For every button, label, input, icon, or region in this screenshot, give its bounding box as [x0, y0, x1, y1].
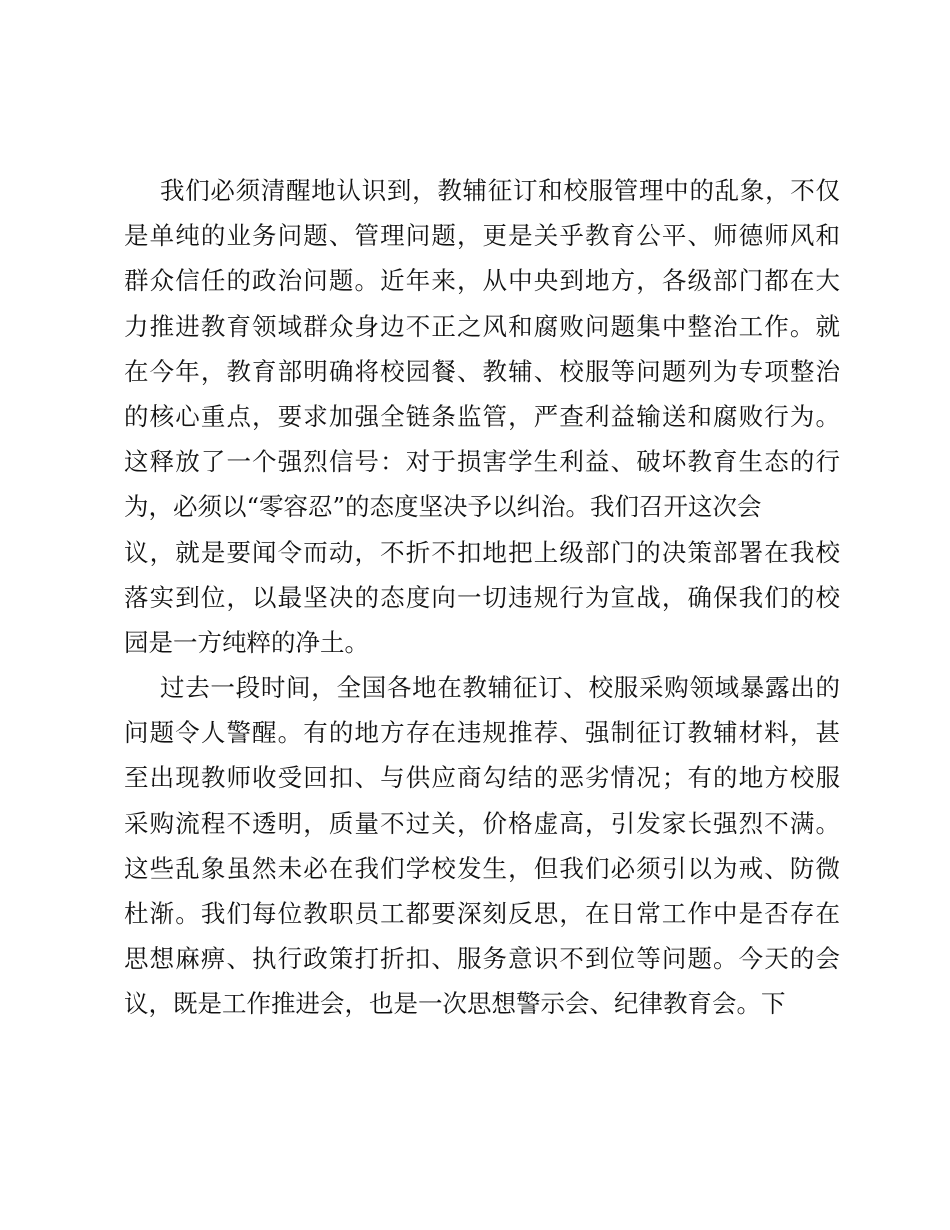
text-line: 这些乱象虽然未必在我们学校发生，但我们必须引以为戒、防微 — [124, 853, 840, 883]
text-line: 力推进教育领域群众身边不正之风和腐败问题集中整治工作。就 — [124, 311, 840, 341]
text-line: 议，既是工作推进会，也是一次思想警示会、纪律教育会。下 — [124, 989, 786, 1019]
text-line: 过去一段时间，全国各地在教辅征订、校服采购领域暴露出的 — [160, 673, 840, 703]
text-line: 这释放了一个强烈信号：对于损害学生利益、破坏教育生态的行 — [124, 447, 840, 477]
text-line: 园是一方纯粹的净土。 — [124, 627, 369, 657]
text-line: 是单纯的业务问题、管理问题，更是关乎教育公平、师德师风和 — [124, 221, 840, 251]
text-line: 在今年，教育部明确将校园餐、教辅、校服等问题列为专项整治 — [124, 356, 840, 386]
text-line: 问题令人警醒。有的地方存在违规推荐、强制征订教辅材料，甚 — [124, 718, 840, 748]
text-line: 群众信任的政治问题。近年来，从中央到地方，各级部门都在大 — [124, 266, 840, 296]
text-line: 议，就是要闻令而动，不折不扣地把上级部门的决策部署在我校 — [124, 537, 840, 567]
paragraph-2 — [124, 665, 840, 1027]
text-line: 至出现教师收受回扣、与供应商勾结的恶劣情况；有的地方校服 — [124, 763, 840, 793]
text-line: 落实到位，以最坚决的态度向一切违规行为宣战，确保我们的校 — [124, 582, 840, 612]
text-line: 思想麻痹、执行政策打折扣、服务意识不到位等问题。今天的会 — [124, 944, 840, 974]
text-line: 采购流程不透明，质量不过关，价格虚高，引发家长强烈不满。 — [124, 808, 840, 838]
paragraph-1 — [124, 168, 840, 665]
text-line: 我们必须清醒地认识到，教辅征订和校服管理中的乱象，不仅 — [160, 176, 840, 205]
text-line: 的核心重点，要求加强全链条监管，严查利益输送和腐败行为。 — [124, 401, 840, 431]
text-line: 为，必须以“零容忍”的态度坚决予以纠治。我们召开这次会 — [124, 492, 762, 522]
text-line: 杜渐。我们每位教职员工都要深刻反思，在日常工作中是否存在 — [124, 899, 840, 928]
body-text — [124, 168, 840, 1027]
